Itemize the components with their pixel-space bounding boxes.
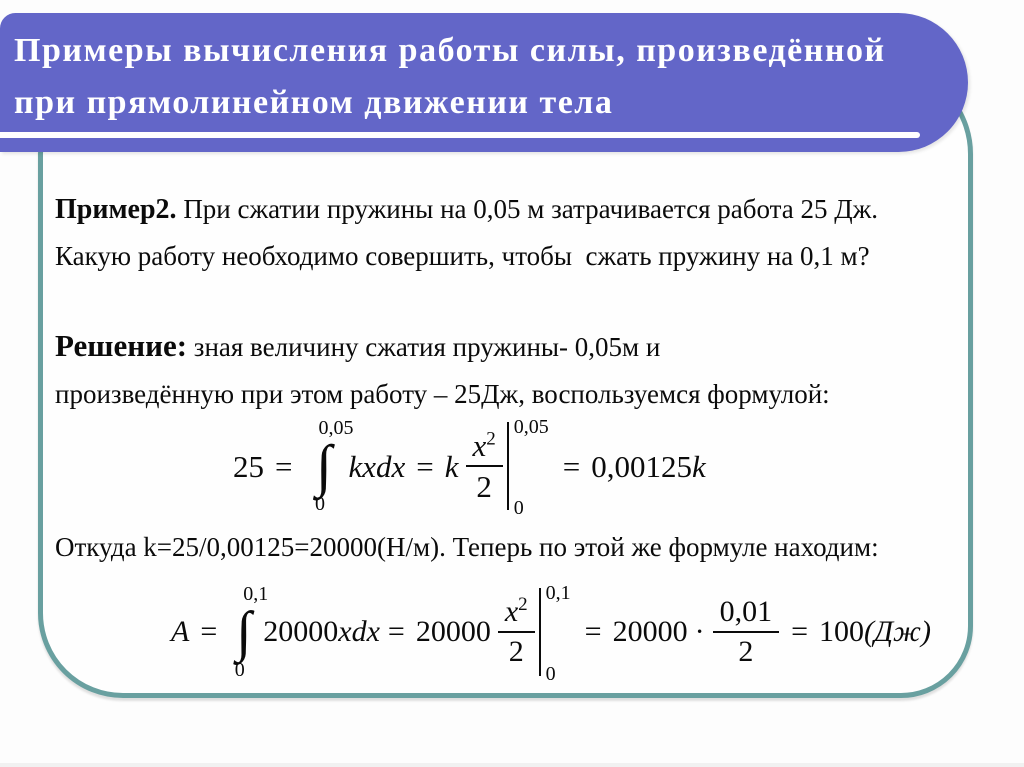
formula1-equals-2: = (416, 448, 434, 484)
derivation-text: Откуда k=25/0,00125=20000(Н/м). Теперь по этой же формуле находим: (55, 532, 879, 562)
derivation-line (55, 524, 965, 571)
formula2-integrand-variables: xdx (338, 615, 380, 648)
formula1-coefficient: k (444, 448, 459, 484)
formula2-result-unit: (Дж) (863, 615, 931, 648)
evaluation-bar-1 (507, 416, 549, 519)
slide-title-line2: при прямолинейном движении тела (14, 84, 614, 121)
formula1-equals-1: = (275, 448, 293, 484)
formula1-result: 0,00125 (591, 448, 693, 484)
evaluation-lower-limit: 0 (513, 497, 524, 519)
fraction3-numerator: 0,01 (713, 597, 780, 633)
evaluation-bar-2 (539, 582, 571, 685)
formula2-coefficient-2: 20000 (612, 615, 688, 648)
fraction-numerator-exponent: 2 (486, 428, 496, 450)
integral-upper-limit: 0,05 (318, 417, 354, 439)
integral2-lower-limit: 0 (234, 659, 245, 681)
problem-line1: При сжатии пружины на 0,05 м затрачивается работа 25 Дж. (176, 194, 879, 224)
solution-lead: Решение: (55, 328, 188, 363)
integral-glyph: ∫ (316, 433, 332, 498)
bottom-edge (0, 763, 1024, 767)
evaluation2-upper-limit: 0,1 (545, 582, 571, 604)
solution-line2: произведённую при этом работу – 25Дж, воспользуемся формулой: (55, 379, 830, 409)
fraction-x-squared-over-2 (466, 430, 503, 502)
fraction-numerator-base: x (472, 428, 487, 463)
fraction3-denominator: 2 (738, 635, 754, 668)
formula2-equals-3: = (584, 615, 602, 648)
fraction-denominator: 2 (476, 469, 492, 504)
fraction2-numerator-exponent: 2 (518, 594, 528, 615)
formula-1 (230, 416, 706, 519)
formula1-equals-3: = (562, 448, 581, 484)
evaluation2-lower-limit: 0 (545, 663, 556, 685)
fraction-numerator (466, 430, 503, 467)
fraction2-numerator (498, 594, 535, 633)
evaluation-upper-limit: 0,05 (513, 416, 549, 438)
formula-2 (168, 582, 931, 685)
problem-statement (55, 186, 965, 280)
fraction2-numerator-base: x (504, 595, 519, 628)
solution-intro (55, 322, 965, 418)
fraction2-denominator: 2 (508, 635, 524, 668)
formula2-equals-4: = (791, 615, 808, 648)
formula2-equals-1: = (200, 615, 218, 648)
integral-sign-2 (231, 583, 269, 681)
slide-title-line1: Примеры вычисления работы силы, произведённой (14, 32, 886, 69)
integral2-upper-limit: 0,1 (243, 583, 269, 605)
problem-line2: Какую работу необходимо совершить, чтобы сжать пружину на 0,1 м? (55, 241, 870, 271)
integral-sign-1 (306, 417, 354, 515)
problem-lead: Пример2. (55, 194, 177, 225)
integral2-glyph: ∫ (236, 601, 252, 663)
multiplication-dot: · (694, 615, 705, 648)
formula1-lhs: 25 (233, 448, 264, 484)
formula1-integrand: kxdx (348, 448, 406, 484)
formula2-result: 100 (818, 615, 864, 648)
formula2-equals-2: = (387, 615, 405, 648)
formula2-coefficient: 20000 (415, 615, 491, 648)
integral-lower-limit: 0 (314, 493, 325, 515)
fraction2-x-squared-over-2 (498, 594, 535, 668)
formula2-lhs: A (171, 615, 190, 648)
fraction-001-over-2 (713, 597, 780, 667)
formula2-integrand-coefficient: 20000 (263, 615, 339, 648)
formula1-result-variable: k (692, 448, 706, 484)
solution-line1: зная величину сжатия пружины- 0,05м и (187, 332, 661, 362)
